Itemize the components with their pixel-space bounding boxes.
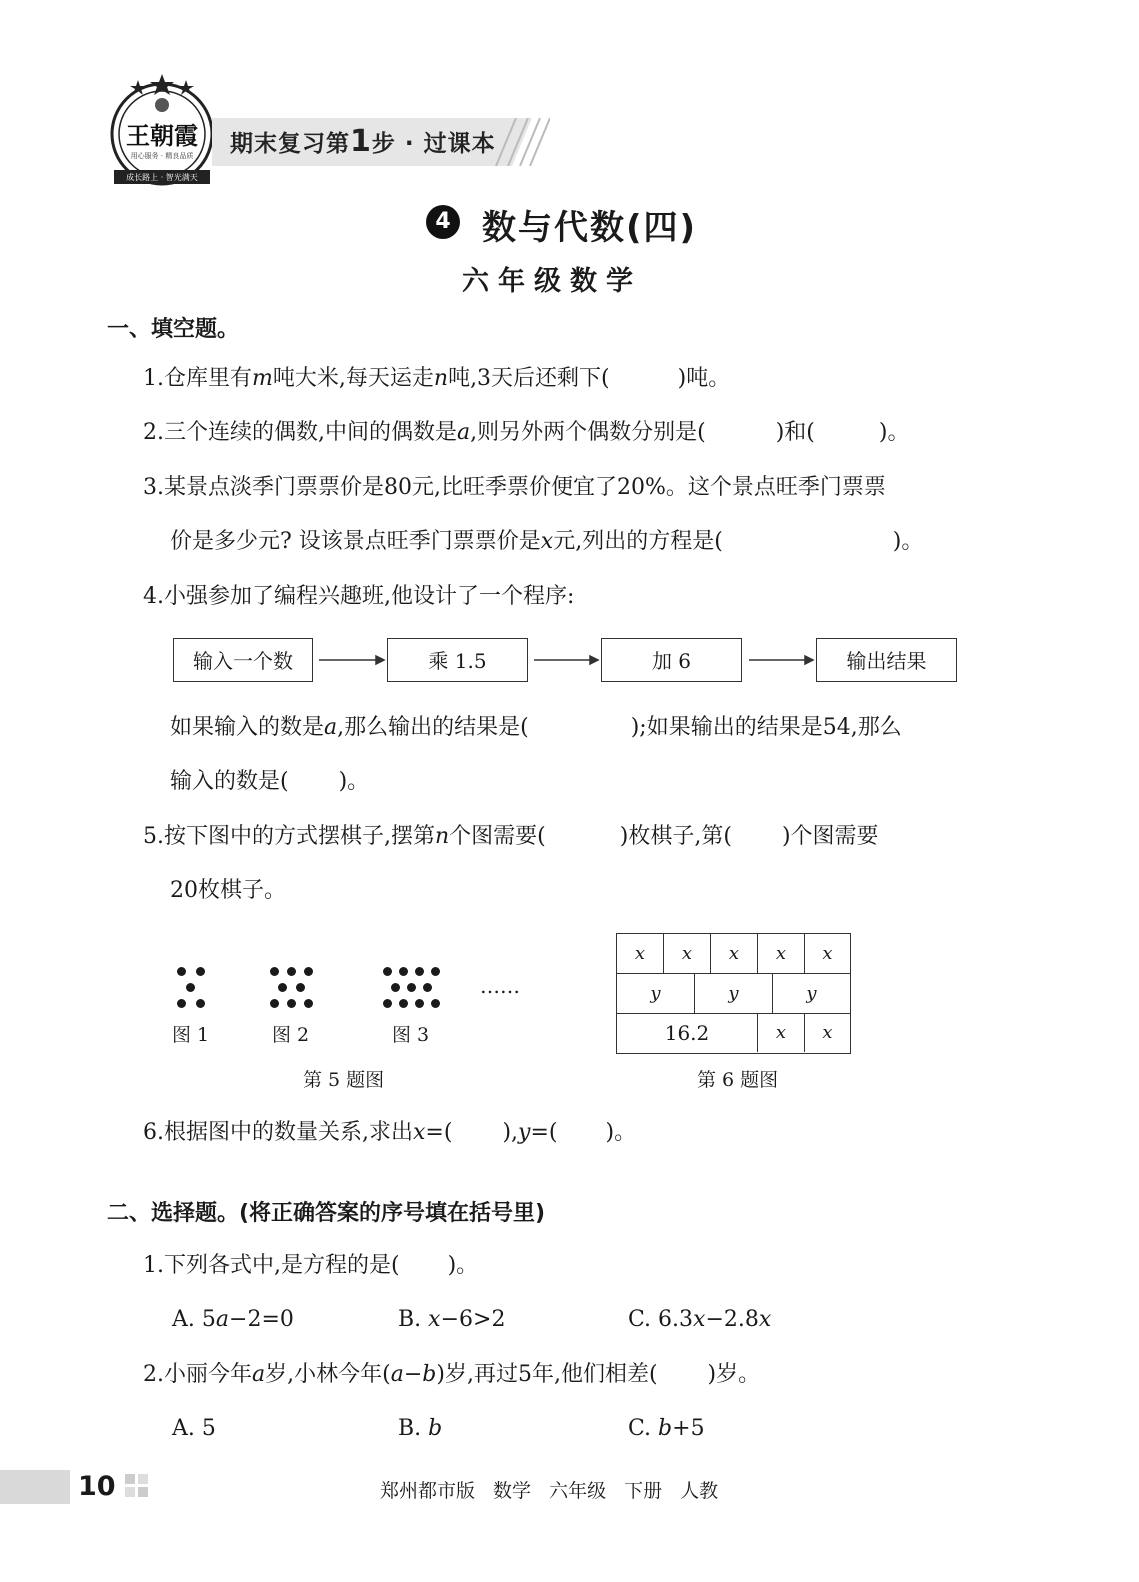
footer-decoration <box>125 1474 149 1502</box>
chess-piece <box>431 967 440 976</box>
chess-piece <box>415 967 424 976</box>
flow-arrows <box>0 650 1139 670</box>
option-2-2-b[interactable]: B. b <box>398 1416 443 1441</box>
svg-text:王朝霞: 王朝霞 <box>126 121 198 150</box>
option-2-1-c[interactable]: C. 6.3x−2.8x <box>628 1307 772 1332</box>
flow-step-add: 加 6 <box>601 638 742 682</box>
chess-piece <box>186 983 195 992</box>
question-1-3-line2: 价是多少元? 设该景点旺季门票票价是x元,列出的方程是( )。 <box>170 529 924 554</box>
brand-logo-seal <box>104 70 220 186</box>
question-1-6: 6.根据图中的数量关系,求出x=( ),y=( )。 <box>143 1120 637 1145</box>
chess-piece <box>287 967 296 976</box>
unit-number-badge: 4 <box>426 205 460 239</box>
chess-piece <box>407 983 416 992</box>
figure-5-ellipsis: …… <box>480 974 520 998</box>
question-2-2: 2.小丽今年a岁,小林今年(a−b)岁,再过5年,他们相差( )岁。 <box>143 1362 761 1387</box>
svg-text:用心服务 · 精良品质: 用心服务 · 精良品质 <box>130 152 194 160</box>
svg-text:成长路上 · 智光满天: 成长路上 · 智光满天 <box>126 173 198 182</box>
option-2-2-c[interactable]: C. b+5 <box>628 1416 705 1441</box>
question-1-3: 3.某景点淡季门票票价是80元,比旺季票价便宜了20%。这个景点旺季门票票 <box>143 475 886 500</box>
question-1-4-line3: 输入的数是( )。 <box>170 769 370 794</box>
table-cell-x: x <box>664 934 711 974</box>
flow-step-input: 输入一个数 <box>173 638 313 682</box>
footer-bar <box>0 1470 70 1504</box>
question-1-1: 1.仓库里有m吨大米,每天运走n吨,3天后还剩下( )吨。 <box>143 366 731 391</box>
option-2-1-a[interactable]: A. 5a−2=0 <box>172 1307 294 1332</box>
footer-edition-info: 郑州都市版 数学 六年级 下册 人教 <box>380 1480 719 1502</box>
table-cell-x: x <box>822 1022 833 1043</box>
page-title: 数与代数(四) <box>482 208 698 248</box>
chess-piece <box>177 999 186 1008</box>
question-1-4-line2: 如果输入的数是a,那么输出的结果是( );如果输出的结果是54,那么 <box>170 715 902 740</box>
figure-5-label-2: 图 2 <box>272 1024 310 1046</box>
table-cell-x: x <box>758 1014 805 1052</box>
chess-piece <box>431 999 440 1008</box>
table-cell-x: x <box>758 934 805 974</box>
chess-piece <box>304 967 313 976</box>
chess-piece <box>270 999 279 1008</box>
table-cell-value: 16.2 <box>617 1014 758 1052</box>
table-cell-x: x <box>617 934 664 974</box>
chess-piece <box>391 983 400 992</box>
option-2-2-a[interactable]: A. 5 <box>172 1416 216 1441</box>
chess-piece <box>415 999 424 1008</box>
chess-piece <box>399 999 408 1008</box>
figure-5-label-3: 图 3 <box>392 1024 430 1046</box>
chess-piece <box>278 983 287 992</box>
table-cell-x: x <box>805 934 850 974</box>
chess-piece <box>196 999 205 1008</box>
chess-piece <box>304 999 313 1008</box>
flow-step-output: 输出结果 <box>816 638 957 682</box>
page-subtitle: 六年级数学 <box>462 266 642 297</box>
chess-piece <box>196 967 205 976</box>
chess-piece <box>423 983 432 992</box>
page-number: 10 <box>78 1471 116 1502</box>
chess-piece <box>287 999 296 1008</box>
table-cell-x: x <box>711 934 758 974</box>
chess-piece <box>296 983 305 992</box>
table-cell-y: y <box>695 974 773 1014</box>
figure-5-caption: 第 5 题图 <box>303 1069 385 1091</box>
section-heading-fill-blank: 一、填空题。 <box>107 317 240 342</box>
figure-6-caption: 第 6 题图 <box>697 1069 779 1091</box>
chess-piece <box>177 967 186 976</box>
question-1-4: 4.小强参加了编程兴趣班,他设计了一个程序: <box>143 584 575 609</box>
table-cell-y: y <box>773 974 850 1014</box>
question-1-5-line2: 20枚棋子。 <box>170 878 286 903</box>
chess-piece <box>383 967 392 976</box>
chess-piece <box>383 999 392 1008</box>
chess-piece <box>270 967 279 976</box>
figure-6-table <box>616 933 851 1054</box>
question-2-1: 1.下列各式中,是方程的是( )。 <box>143 1253 479 1278</box>
table-cell-y: y <box>617 974 695 1014</box>
chess-piece <box>399 967 408 976</box>
banner-title: 期末复习第1步 · 过课本 <box>230 124 496 159</box>
option-2-1-b[interactable]: B. x−6>2 <box>398 1307 506 1332</box>
question-1-5: 5.按下图中的方式摆棋子,摆第n个图需要( )枚棋子,第( )个图需要 <box>143 824 879 849</box>
section-heading-multiple-choice: 二、选择题。(将正确答案的序号填在括号里) <box>107 1201 546 1226</box>
figure-5-label-1: 图 1 <box>172 1024 210 1046</box>
flow-step-multiply: 乘 1.5 <box>387 638 528 682</box>
question-1-2: 2.三个连续的偶数,中间的偶数是a,则另外两个偶数分别是( )和( )。 <box>143 420 910 445</box>
